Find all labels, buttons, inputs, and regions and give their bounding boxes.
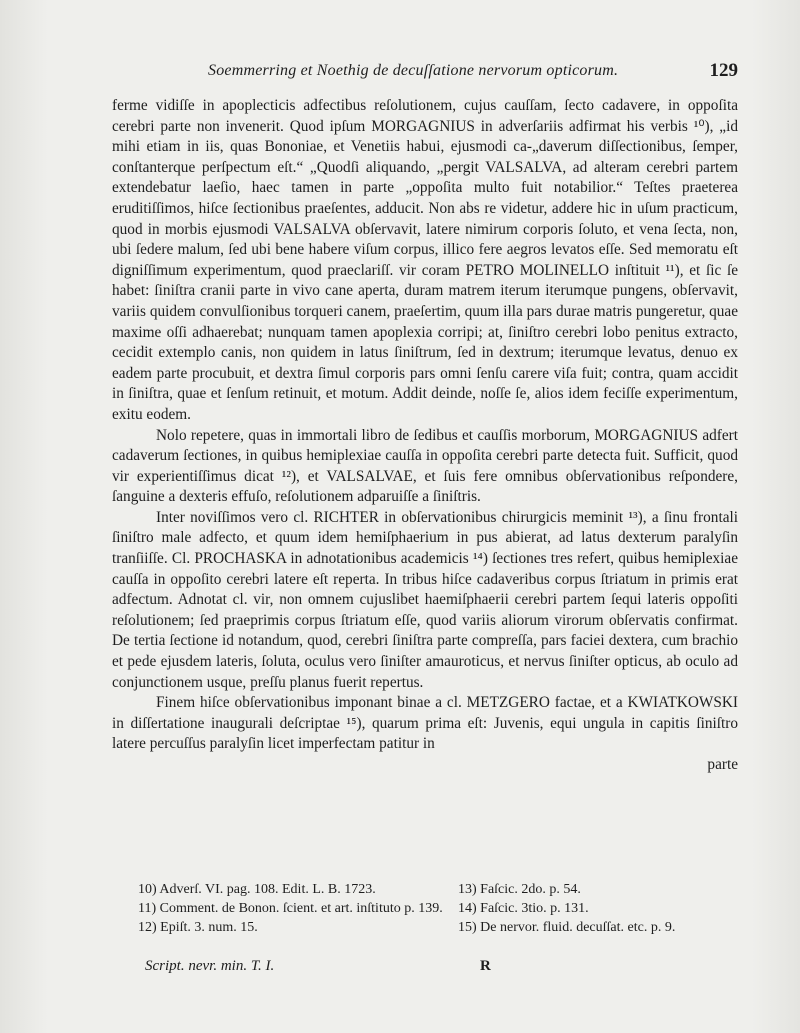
footnotes-left-column: [138, 880, 458, 937]
footnotes-right-column: [458, 880, 748, 937]
signature-title: Script. nevr. min. T. I.: [145, 958, 275, 974]
running-head: Soemmerring et Noethig de decuſſatione nervorum opticorum.: [208, 62, 619, 79]
footnote-10: 10) Adverſ. VI. pag. 108. Edit. L. B. 1723.: [138, 882, 376, 897]
paragraph-1: ferme vidiſſe in apoplecticis adfectibus reſolutionem, cujus cauſſam, ſecto cadavere, in oppoſita cerebri parte non invenerit. Quod ipſum MORGAGNIUS in adverſariis adfirmat his verbis ¹⁰), „id mihi etiam in iis, quas Bononiae, et Venetiis habui, ejusmodi ca-„daverum diſſectionibus, ſemper, conſtanterque perſpectum eſt.“ „Quodſi aliquando, „pergit VALSALVA, ad alteram cerebri partem extendebatur laeſio, haec tamen in parte „oppoſita multo fuit notabilior.“ Teſtes praeterea eruditiſſimos, hiſce ſectionibus praeſentes, adducit. Non abs re videtur, addere hic in uſum practicum, quod in morbis ejusmodi VALSALVA obſervavit, latere nimirum corporis ſoluto, et vena ſecta, non, ubi ſedere malum, ſed ubi bene habere viſum corpus, illico fere aegros levatos eſſe. Sed memoratu eſt digniſſimum experimentum, quod praeclariſſ. vir coram PETRO MOLINELLO inſtituit ¹¹), et ſic ſe habet: ſiniſtra cranii parte in vivo cane aperta, duram matrem iterum iterumque pungens, obſervavit, variis quidem convulſionibus torqueri canem, praeſertim, quum illa pars durae matris pungeretur, quae maxime oſſi adhaerebat; nunquam tamen apoplexia corripi; at, ſiniſtro cerebri lobo penitus extracto, cecidit extemplo canis, non quidem in latus ſiniſtrum, ſed in dextrum; iterumque levatus, denuo ex eadem parte procubuit, et dextra ſimul corporis pars omni ſenſu carere viſa fuit; contra, quam accidit in ſiniſtra, quae et ſenſum retinuit, et motum. Addit deinde, noſſe ſe, alios idem feciſſe experimentum, exitu eodem.: [112, 97, 738, 423]
footnote-13: 13) Faſcic. 2do. p. 54.: [458, 882, 581, 897]
footnote-11: 11) Comment. de Bonon. ſcient. et art. inſtituto p. 139.: [138, 901, 443, 916]
body-text: [112, 96, 738, 776]
signature-mark: R: [480, 958, 491, 974]
catchword: parte: [707, 756, 738, 773]
footnote-14: 14) Faſcic. 3tio. p. 131.: [458, 901, 589, 916]
paragraph-4: Finem hiſce obſervationibus imponant binae a cl. METZGERO factae, et a KWIATKOWSKI in diſſertatione inaugurali deſcriptae ¹⁵), quarum prima eſt: Juvenis, equi ungula in capitis ſiniſtro latere percuſſus paralyſin licet imperfectam patitur in: [112, 694, 738, 753]
page-header: [118, 60, 738, 86]
signature-line: [145, 958, 625, 980]
footnote-12: 12) Epiſt. 3. num. 15.: [138, 920, 258, 935]
footnote-15: 15) De nervor. fluid. decuſſat. etc. p. 9.: [458, 920, 676, 935]
paragraph-2: Nolo repetere, quas in immortali libro de ſedibus et cauſſis morborum, MORGAGNIUS adfert cadaverum ſectiones, in quibus hemiplexiae cauſſa in oppoſita cerebri parte detecta fuit. Sufficit, quod vir experientiſſimus dicat ¹²), et VALSALVAE, et ſuis fere omnibus obſervationibus reſpondere, ſanguine a dexteris effuſo, reſolutionem adparuiſſe a ſiniſtris.: [112, 426, 738, 506]
page-number: 129: [709, 60, 738, 81]
paragraph-3: Inter noviſſimos vero cl. RICHTER in obſervationibus chirurgicis meminit ¹³), a ſinu frontali ſiniſtro male adfecto, et quum idem hemiſphaerium in pus abierat, ad latus dexterum paralyſin tranſiiſſe. Cl. PROCHASKA in adnotationibus academicis ¹⁴) ſectiones tres refert, quibus hemiplexiae cauſſa in oppoſito cerebri latere eſt reperta. In tribus hiſce cadaveribus corpus ſtriatum in primis erat adfectum. Adnotat cl. vir, non omnem cujuslibet haemiſphaerii cerebri partem ſequi lateris oppoſiti reſolutionem; ſed praeprimis corpus ſtriatum eſſe, quod variis aliorum virorum obſervatis confirmat. De tertia ſectione id notandum, quod, cerebri ſiniſtra parte compreſſa, pars faciei dextera, cum brachio et pede ejusdem lateris, ſoluta, oculus vero ſiniſter amauroticus, et nervus ſiniſter opticus, ab oculo ad conjunctionem usque, preſſu planus fuerit repertus.: [112, 508, 738, 691]
